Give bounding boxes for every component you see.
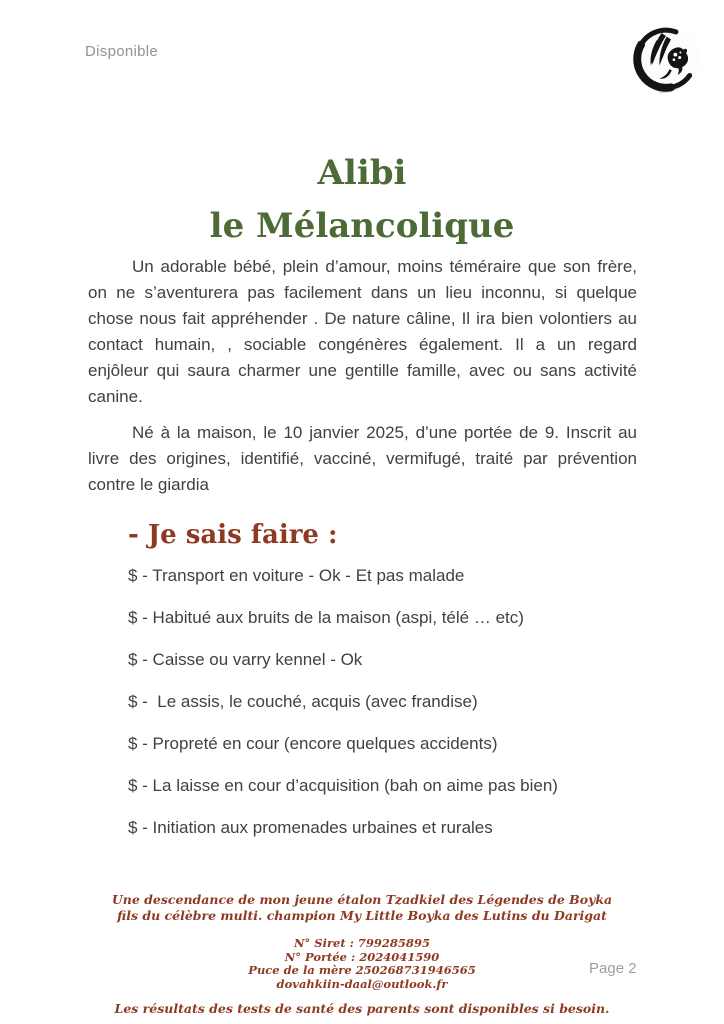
siret-number: N° Siret : 799285895 bbox=[294, 936, 430, 950]
dog-name: Alibi bbox=[317, 152, 407, 193]
page-title bbox=[0, 147, 724, 253]
skill-item-transport: $ - Transport en voiture - Ok - Et pas malade bbox=[128, 566, 465, 585]
skill-item-bruits: $ - Habitué aux bruits de la maison (aspi, télé … etc) bbox=[128, 608, 524, 627]
description-paragraph: Un adorable bébé, plein d’amour, moins téméraire que son frère, on ne s’aventurera pas facilement dans un lieu inconnu, si quelque chose nous fait appréhender . De nature câline, Il ira bien volontiers au contact humain, , sociable congénères également. Il a un regard enjôleur qui saura charmer une gentille famille, avec ou sans activité canine. bbox=[88, 257, 637, 406]
availability-status: Disponible bbox=[85, 43, 159, 60]
skills-list bbox=[128, 555, 648, 849]
birth-info-paragraph: Né à la maison, le 10 janvier 2025, d’une portée de 9. Inscrit au livre des origines, identifié, vacciné, vermifugé, traité par prévention contre le giardia bbox=[88, 423, 637, 494]
mother-chip-number: Puce de la mère 250268731946565 bbox=[248, 963, 476, 977]
skill-item-promenades: $ - Initiation aux promenades urbaines et rurales bbox=[128, 818, 493, 837]
skill-item-assis: $ - Le assis, le couché, acquis (avec frandise) bbox=[128, 692, 478, 711]
skills-heading: - Je sais faire : bbox=[128, 520, 338, 550]
lineage-note: Une descendance de mon jeune étalon Tzadkiel des Légendes de Boyka fils du célèbre multi. champion My Little Boyka des Lutins du Darigat bbox=[111, 892, 613, 923]
kennel-logo-icon bbox=[630, 23, 702, 95]
skill-item-caisse: $ - Caisse ou varry kennel - Ok bbox=[128, 650, 363, 669]
dog-nickname: le Mélancolique bbox=[209, 205, 515, 246]
litter-number: N° Portée : 2024041590 bbox=[284, 949, 440, 964]
contact-email: dovahkiin-daal@outlook.fr bbox=[276, 976, 448, 991]
page-number: Page 2 bbox=[589, 960, 637, 977]
skill-item-laisse: $ - La laisse en cour d’acquisition (bah on aime pas bien) bbox=[128, 776, 558, 795]
health-tests-note: Les résultats des tests de santé des parents sont disponibles si besoin. bbox=[114, 1001, 610, 1016]
skill-item-proprete: $ - Propreté en cour (encore quelques accidents) bbox=[128, 734, 498, 753]
